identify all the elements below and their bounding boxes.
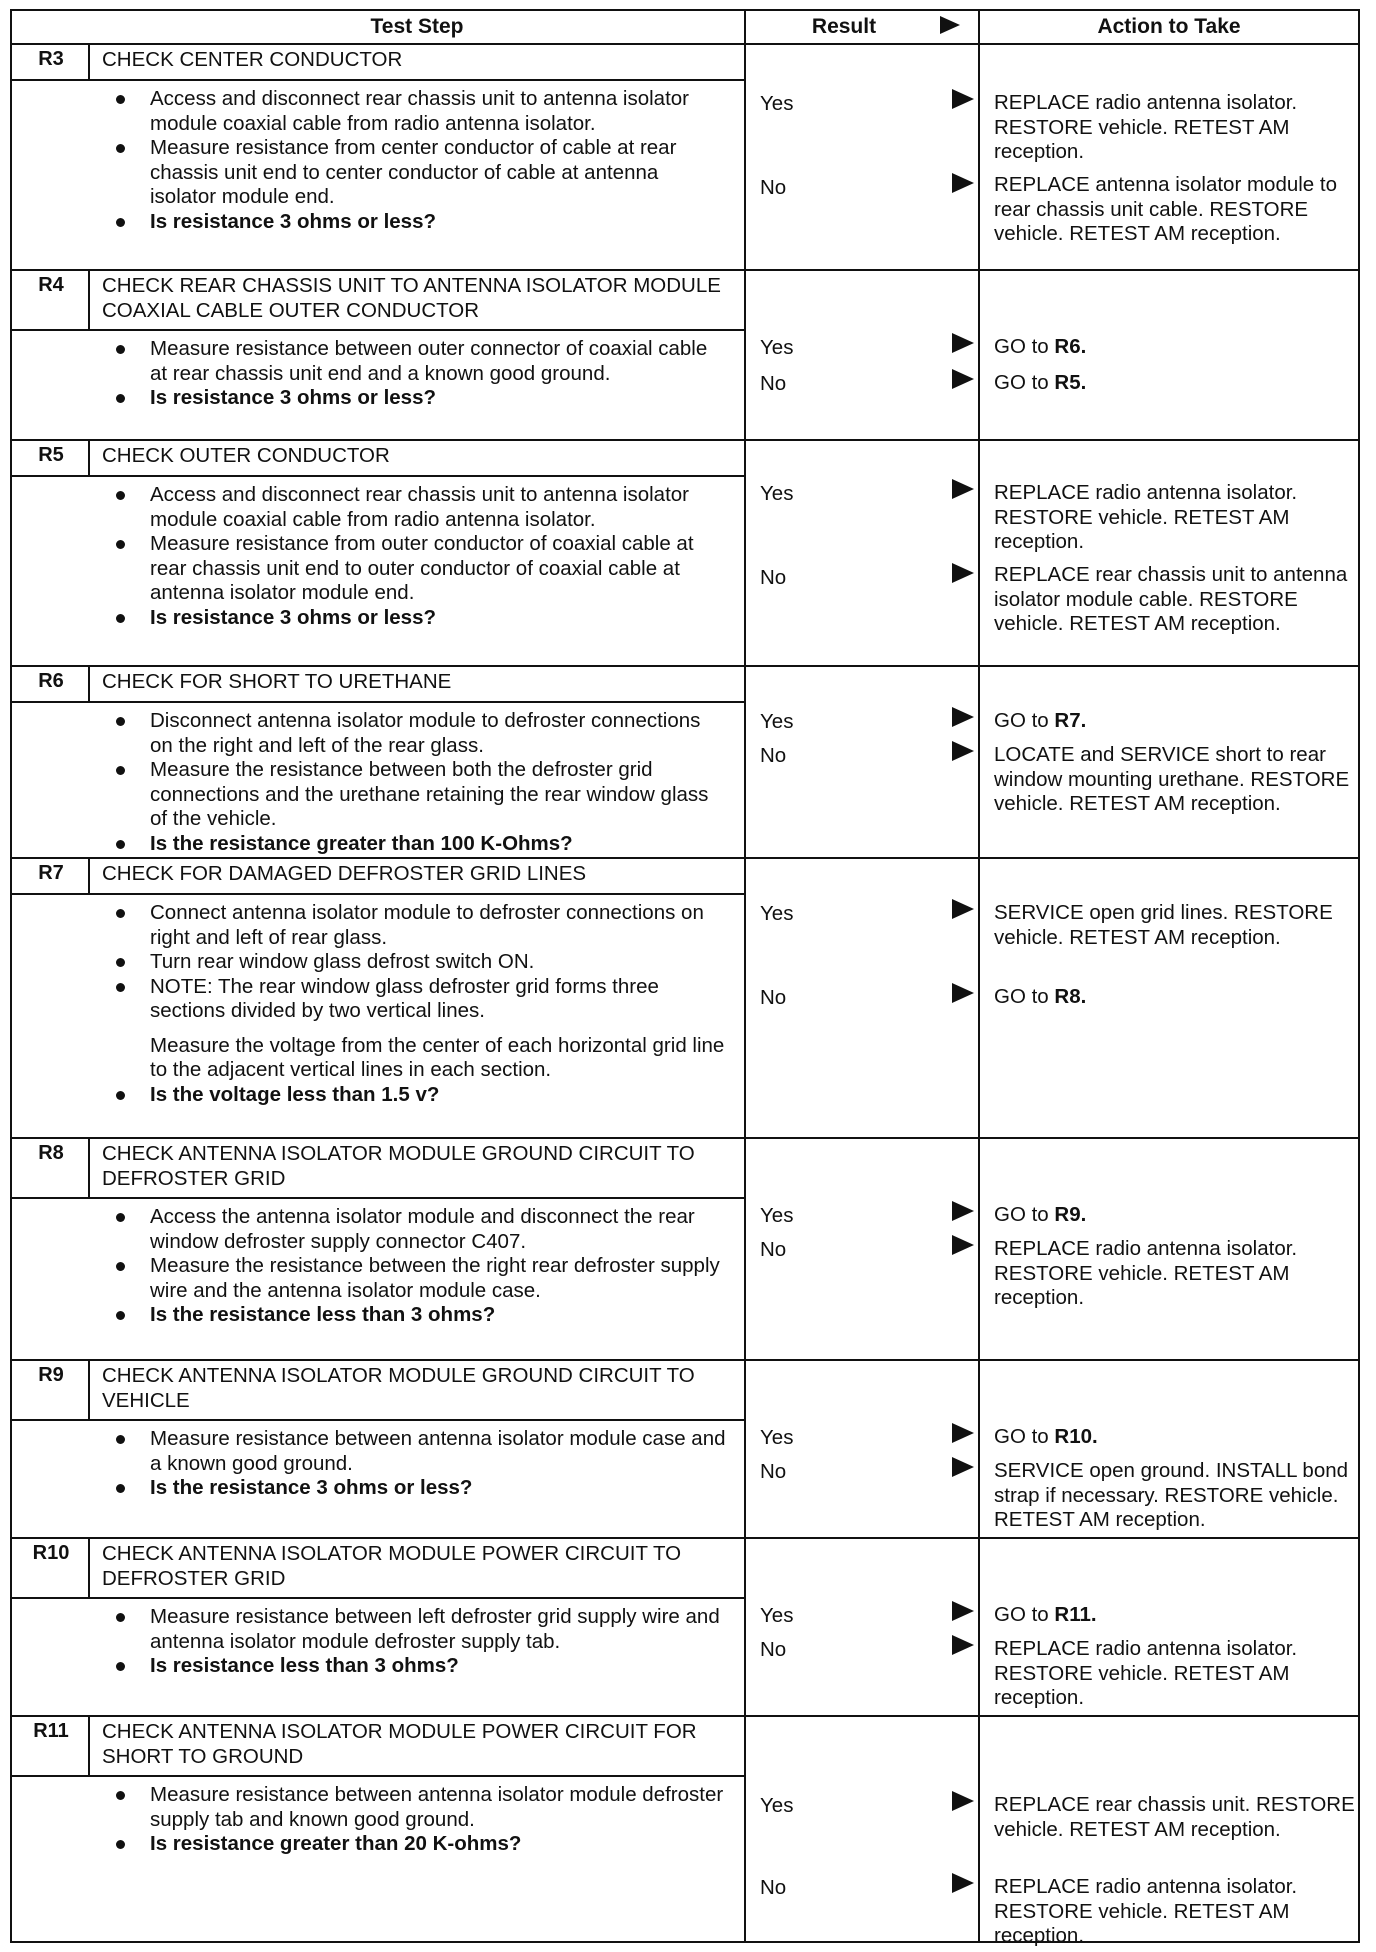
step-code: R3	[38, 48, 64, 70]
result-yes: Yes	[760, 1604, 794, 1627]
action-instruction: GO to	[994, 1203, 1055, 1226]
result-no: No	[760, 986, 787, 1009]
step-question: Is resistance less than 3 ohms?	[98, 1654, 728, 1679]
step-instructions	[98, 1427, 728, 1501]
action-text	[994, 743, 1364, 817]
table-row	[10, 859, 1360, 1139]
action-instruction: GO to	[994, 335, 1055, 358]
step-title: CHECK FOR DAMAGED DEFROSTER GRID LINES	[102, 862, 587, 885]
result-no: No	[760, 566, 787, 589]
table-row	[10, 1717, 1360, 1947]
step-question: Is resistance 3 ohms or less?	[98, 386, 728, 411]
step-code: R9	[38, 1364, 64, 1386]
table-row	[10, 667, 1360, 859]
action-text	[994, 1425, 1364, 1450]
result-yes: Yes	[760, 482, 794, 505]
step-instruction: NOTE: The rear window glass defroster grid forms three sections divided by two vertical lines.	[98, 975, 728, 1024]
step-title: CHECK ANTENNA ISOLATOR MODULE GROUND CIRCUIT TO VEHICLE	[102, 1364, 695, 1412]
action-instruction: REPLACE radio antenna isolator. RESTORE vehicle. RETEST AM reception.	[994, 91, 1298, 163]
action-text	[994, 985, 1364, 1010]
result-no: No	[760, 1238, 787, 1261]
arrow-right-icon	[952, 173, 974, 193]
action-instruction: LOCATE and SERVICE short to rear window mounting urethane. RESTORE vehicle. RETEST AM reception.	[994, 743, 1350, 815]
action-instruction: REPLACE rear chassis unit. RESTORE vehicle. RETEST AM reception.	[994, 1793, 1355, 1841]
result-yes: Yes	[760, 710, 794, 733]
step-title: CHECK ANTENNA ISOLATOR MODULE POWER CIRCUIT FOR SHORT TO GROUND	[102, 1720, 697, 1768]
step-code: R8	[38, 1142, 64, 1164]
action-instruction: REPLACE radio antenna isolator. RESTORE vehicle. RETEST AM reception.	[994, 1637, 1298, 1709]
table-header	[10, 9, 1360, 45]
table-row	[10, 1139, 1360, 1361]
step-instructions	[98, 337, 728, 411]
action-text	[994, 709, 1364, 734]
step-instruction: Measure resistance from outer conductor of coaxial cable at rear chassis unit end to outer conductor of coaxial cable at antenna isolator module end.	[98, 532, 728, 606]
step-question: Is the voltage less than 1.5 v?	[98, 1083, 728, 1108]
step-reference: R5.	[1054, 371, 1087, 394]
arrow-right-icon	[952, 899, 974, 919]
step-title: CHECK FOR SHORT TO URETHANE	[102, 670, 452, 693]
step-instruction: Measure resistance between outer connector of coaxial cable at rear chassis unit end and a known good ground.	[98, 337, 728, 386]
step-question: Is the resistance 3 ohms or less?	[98, 1476, 728, 1501]
step-instructions	[98, 1783, 728, 1857]
step-reference: R8.	[1054, 985, 1087, 1008]
action-instruction: GO to	[994, 1603, 1055, 1626]
arrow-right-icon	[952, 333, 974, 353]
step-code: R4	[38, 274, 64, 296]
action-text	[994, 901, 1364, 950]
action-text	[994, 335, 1364, 360]
action-text	[994, 1203, 1364, 1228]
step-title: CHECK ANTENNA ISOLATOR MODULE GROUND CIRCUIT TO DEFROSTER GRID	[102, 1142, 695, 1190]
step-instruction: Measure the voltage from the center of each horizontal grid line to the adjacent vertical lines in each section.	[150, 1033, 725, 1081]
action-text	[994, 1603, 1364, 1628]
result-no: No	[760, 176, 787, 199]
table-row	[10, 1361, 1360, 1539]
step-instruction: Measure the resistance between the right rear defroster supply wire and the antenna isolator module case.	[98, 1254, 728, 1303]
step-reference: R9.	[1054, 1203, 1087, 1226]
arrow-right-icon	[952, 707, 974, 727]
arrow-right-icon	[952, 1235, 974, 1255]
result-no: No	[760, 744, 787, 767]
action-text	[994, 1875, 1364, 1949]
step-question: Is the resistance greater than 100 K-Ohms?	[98, 832, 728, 857]
action-text	[994, 1237, 1364, 1311]
header-result: Result	[811, 15, 877, 38]
step-code: R7	[38, 862, 64, 884]
step-instructions	[98, 709, 728, 856]
action-text	[994, 481, 1364, 555]
action-text	[994, 1459, 1364, 1533]
step-code: R10	[32, 1542, 70, 1564]
result-no: No	[760, 1876, 787, 1899]
header-action: Action to Take	[1097, 15, 1241, 38]
arrow-right-icon	[952, 741, 974, 761]
step-instruction: Access the antenna isolator module and disconnect the rear window defroster supply connector C407.	[98, 1205, 728, 1254]
result-no: No	[760, 372, 787, 395]
step-instruction: Turn rear window glass defrost switch ON.	[98, 950, 728, 975]
step-reference: R6.	[1054, 335, 1087, 358]
step-instructions	[98, 87, 728, 234]
action-text	[994, 563, 1364, 637]
arrow-right-icon	[952, 89, 974, 109]
header-test-step: Test Step	[370, 15, 464, 38]
action-instruction: REPLACE radio antenna isolator. RESTORE vehicle. RETEST AM reception.	[994, 481, 1298, 553]
step-title: CHECK OUTER CONDUCTOR	[102, 444, 390, 467]
action-instruction: REPLACE radio antenna isolator. RESTORE vehicle. RETEST AM reception.	[994, 1875, 1298, 1947]
step-instruction: Measure the resistance between both the defroster grid connections and the urethane retaining the rear window glass of the vehicle.	[98, 758, 728, 832]
arrow-right-icon	[952, 1791, 974, 1811]
arrow-right-icon	[952, 1635, 974, 1655]
step-question: Is resistance 3 ohms or less?	[98, 606, 728, 631]
action-instruction: SERVICE open grid lines. RESTORE vehicle. RETEST AM reception.	[994, 901, 1333, 949]
arrow-right-icon	[952, 1601, 974, 1621]
result-yes: Yes	[760, 92, 794, 115]
result-yes: Yes	[760, 1794, 794, 1817]
result-yes: Yes	[760, 902, 794, 925]
step-instruction: Measure resistance between antenna isolator module case and a known good ground.	[98, 1427, 728, 1476]
action-instruction: REPLACE rear chassis unit to antenna isolator module cable. RESTORE vehicle. RETEST AM reception.	[994, 563, 1348, 635]
action-instruction: GO to	[994, 371, 1055, 394]
table-row	[10, 441, 1360, 667]
action-text	[994, 91, 1364, 165]
table-row	[10, 45, 1360, 271]
step-code: R6	[38, 670, 64, 692]
action-text	[994, 1793, 1364, 1842]
arrow-right-icon	[952, 983, 974, 1003]
action-instruction: SERVICE open ground. INSTALL bond strap if necessary. RESTORE vehicle. RETEST AM reception.	[994, 1459, 1349, 1531]
arrow-right-icon	[952, 369, 974, 389]
action-text	[994, 173, 1364, 247]
action-instruction: REPLACE radio antenna isolator. RESTORE vehicle. RETEST AM reception.	[994, 1237, 1298, 1309]
step-question: Is resistance greater than 20 K-ohms?	[98, 1832, 728, 1857]
step-question: Is the resistance less than 3 ohms?	[98, 1303, 728, 1328]
arrow-right-icon	[952, 1423, 974, 1443]
step-instructions	[98, 1605, 728, 1679]
result-no: No	[760, 1460, 787, 1483]
step-instruction: Measure resistance from center conductor of cable at rear chassis unit end to center conductor of cable at antenna isolator module end.	[98, 136, 728, 210]
step-title: CHECK REAR CHASSIS UNIT TO ANTENNA ISOLATOR MODULE COAXIAL CABLE OUTER CONDUCTOR	[102, 274, 721, 322]
action-text	[994, 371, 1364, 396]
table-row	[10, 1539, 1360, 1717]
step-instruction: Connect antenna isolator module to defroster connections on right and left of rear glass.	[98, 901, 728, 950]
header-arrow-icon	[940, 16, 960, 34]
step-instructions	[98, 901, 728, 1107]
action-instruction: GO to	[994, 1425, 1055, 1448]
step-code: R5	[38, 444, 64, 466]
action-instruction: REPLACE antenna isolator module to rear chassis unit cable. RESTORE vehicle. RETEST AM reception.	[994, 173, 1338, 245]
arrow-right-icon	[952, 1201, 974, 1221]
step-reference: R10.	[1054, 1425, 1098, 1448]
table-row	[10, 271, 1360, 441]
result-yes: Yes	[760, 1204, 794, 1227]
step-instruction: Measure resistance between antenna isolator module defroster supply tab and known good ground.	[98, 1783, 728, 1832]
step-instruction: Disconnect antenna isolator module to defroster connections on the right and left of the rear glass.	[98, 709, 728, 758]
step-instruction: Measure resistance between left defroster grid supply wire and antenna isolator module defroster supply tab.	[98, 1605, 728, 1654]
result-yes: Yes	[760, 336, 794, 359]
step-instruction: Access and disconnect rear chassis unit to antenna isolator module coaxial cable from radio antenna isolator.	[98, 87, 728, 136]
arrow-right-icon	[952, 1457, 974, 1477]
action-text	[994, 1637, 1364, 1711]
result-no: No	[760, 1638, 787, 1661]
step-code: R11	[33, 1720, 69, 1742]
step-reference: R7.	[1054, 709, 1087, 732]
step-title: CHECK ANTENNA ISOLATOR MODULE POWER CIRCUIT TO DEFROSTER GRID	[102, 1542, 682, 1590]
arrow-right-icon	[952, 1873, 974, 1893]
step-instruction: Access and disconnect rear chassis unit to antenna isolator module coaxial cable from radio antenna isolator.	[98, 483, 728, 532]
arrow-right-icon	[952, 563, 974, 583]
step-question: Is resistance 3 ohms or less?	[98, 210, 728, 235]
step-title: CHECK CENTER CONDUCTOR	[102, 48, 403, 71]
action-instruction: GO to	[994, 985, 1055, 1008]
action-instruction: GO to	[994, 709, 1055, 732]
result-yes: Yes	[760, 1426, 794, 1449]
step-instructions	[98, 483, 728, 630]
step-reference: R11.	[1054, 1603, 1097, 1626]
step-instructions	[98, 1205, 728, 1328]
arrow-right-icon	[952, 479, 974, 499]
